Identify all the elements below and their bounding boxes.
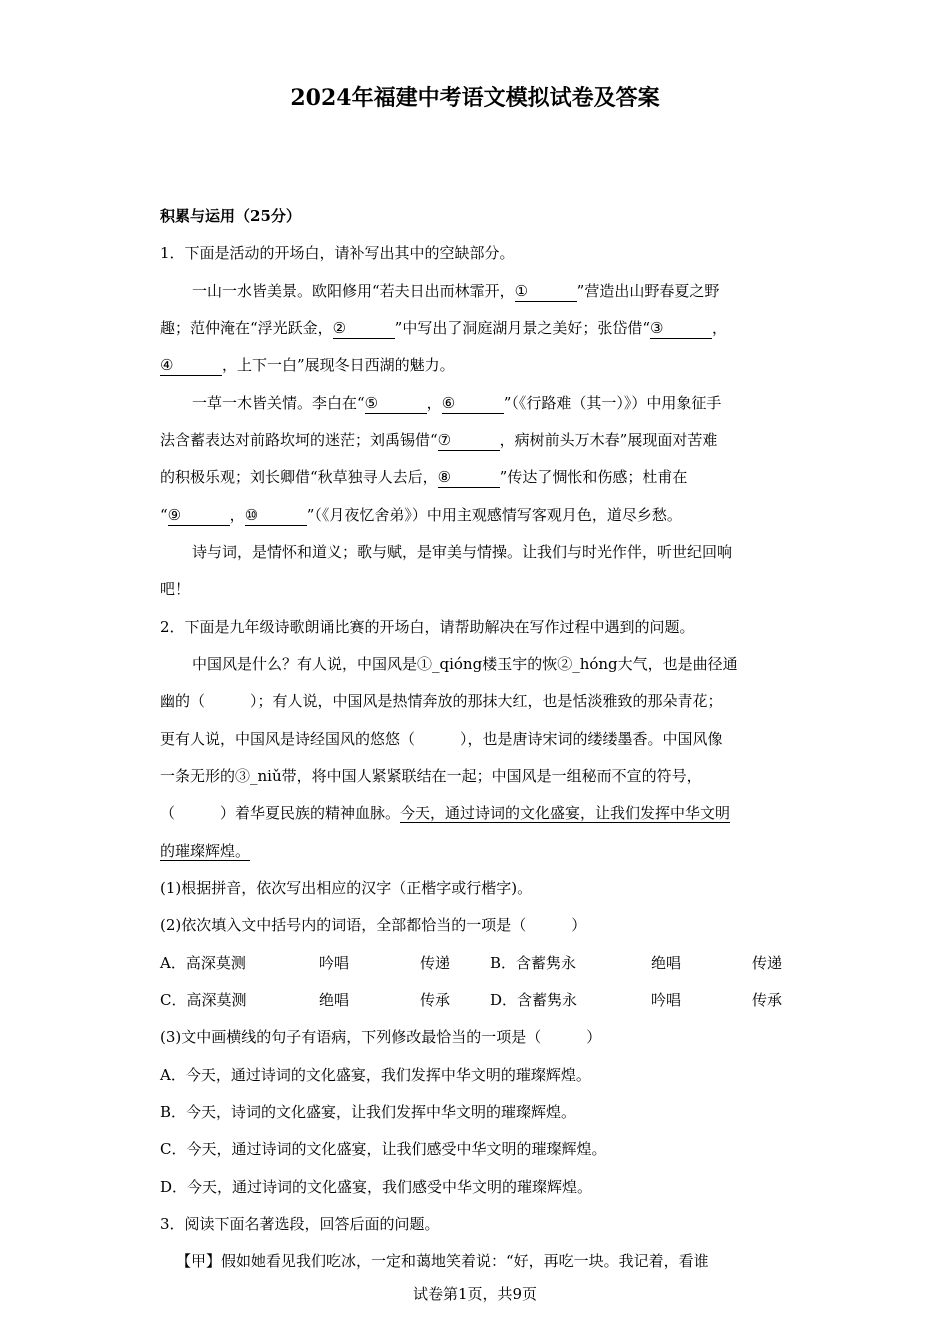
section-heading: 积累与运用（25分） xyxy=(160,207,301,225)
sub3-option-b[interactable]: B．今天，诗词的文化盛宴，让我们发挥中华文明的璀璨辉煌。 xyxy=(160,1103,577,1121)
option-d-word2: 吟唱 xyxy=(651,991,682,1009)
page-title: 2024年福建中考语文模拟试卷及答案 xyxy=(290,85,660,111)
option-d-word3: 传承 xyxy=(752,991,783,1009)
option-a-word3: 传递 xyxy=(420,954,451,972)
blank-9[interactable]: ⑨ xyxy=(168,505,230,526)
q1-p2-line3: 的积极乐观；刘长卿借“秋草独寻人去后，⑧ ”传达了惆怅和伤感；杜甫在 xyxy=(160,468,688,486)
option-a-word2: 吟唱 xyxy=(319,954,350,972)
option-c-word2: 绝唱 xyxy=(319,991,350,1009)
underlined-sentence-end: 的璀璨辉煌。 xyxy=(160,842,251,860)
blank-7[interactable]: ⑦ xyxy=(438,430,500,451)
q2-sub2: (2)依次填入文中括号内的词语，全部都恰当的一项是（ ） xyxy=(160,916,587,934)
q1-stem: 1．下面是活动的开场白，请补写出其中的空缺部分。 xyxy=(160,244,515,262)
option-c-word3: 传承 xyxy=(420,991,451,1009)
q1-p2-line4: “⑨ ，⑩ ”（《月夜忆舍弟》）中用主观感情写客观月色，道尽乡愁。 xyxy=(160,506,682,524)
q2-passage-line4: 一条无形的③_niǔ带，将中国人紧紧联结在一起；中国风是一组秘而不宣的符号， xyxy=(160,767,702,785)
q1-p2-line2: 法含蓄表达对前路坎坷的迷茫；刘禹锡借“⑦ ，病树前头万木春”展现面对苦难 xyxy=(160,431,718,449)
q1-p3-line1: 诗与词，是情怀和道义；歌与赋，是审美与情操。让我们与时光作伴，听世纪回响 xyxy=(192,543,733,561)
q2-passage-line3: 更有人说，中国风是诗经国风的悠悠（ ），也是唐诗宋词的缕缕墨香。中国风像 xyxy=(160,730,723,748)
option-d-word1[interactable]: D．含蓄隽永 xyxy=(490,991,578,1009)
q2-stem: 2．下面是九年级诗歌朗诵比赛的开场白，请帮助解决在写作过程中遇到的问题。 xyxy=(160,618,695,636)
option-b-word3: 传递 xyxy=(752,954,783,972)
blank-4[interactable]: ④ xyxy=(160,355,222,376)
sub3-option-c[interactable]: C．今天，通过诗词的文化盛宴，让我们感受中华文明的璀璨辉煌。 xyxy=(160,1140,607,1158)
q2-passage-line5: （ ）着华夏民族的精神血脉。今天，通过诗词的文化盛宴，让我们发挥中华文明 xyxy=(160,804,731,822)
q1-p1-line1: 一山一水皆美景。欧阳修用“若夫日出而林霏开，① ”营造出山野春夏之野 xyxy=(192,282,720,300)
blank-1[interactable]: ① xyxy=(515,281,577,302)
blank-2[interactable]: ② xyxy=(333,318,395,339)
underlined-sentence: 今天，通过诗词的文化盛宴，让我们发挥中华文明 xyxy=(400,804,731,822)
q3-excerpt-line1: 【甲】假如她看见我们吃冰，一定和蔼地笑着说：“好，再吃一块。我记着，看谁 xyxy=(176,1252,709,1270)
blank-3[interactable]: ③ xyxy=(650,318,712,339)
blank-8[interactable]: ⑧ xyxy=(438,467,500,488)
page-footer: 试卷第1页，共9页 xyxy=(412,1285,538,1303)
blank-5[interactable]: ⑤ xyxy=(365,393,427,414)
option-b-word2: 绝唱 xyxy=(651,954,682,972)
q3-stem: 3．阅读下面名著选段，回答后面的问题。 xyxy=(160,1215,440,1233)
blank-10[interactable]: ⑩ xyxy=(245,505,307,526)
q1-p1-line3: ④ ，上下一白”展现冬日西湖的魅力。 xyxy=(160,356,455,374)
sub3-option-a[interactable]: A．今天，通过诗词的文化盛宴，我们发挥中华文明的璀璨辉煌。 xyxy=(160,1066,591,1084)
q2-passage-line6 xyxy=(160,841,250,861)
q1-p3-line2: 吧！ xyxy=(160,580,191,598)
q1-p1-line2: 趣；范仲淹在“浮光跃金，② ”中写出了洞庭湖月景之美好；张岱借“③ ， xyxy=(160,319,728,337)
q2-passage-line2: 幽的（ ）；有人说，中国风是热情奔放的那抹大红，也是恬淡雅致的那朵青花； xyxy=(160,692,723,710)
blank-6[interactable]: ⑥ xyxy=(442,393,504,414)
option-c-word1[interactable]: C．高深莫测 xyxy=(160,991,247,1009)
q2-passage-line1: 中国风是什么？有人说，中国风是①_qióng楼玉宇的恢②_hóng大气，也是曲径通 xyxy=(192,655,738,673)
option-b-word1[interactable]: B．含蓄隽永 xyxy=(490,954,577,972)
q2-sub3: (3)文中画横线的句子有语病，下列修改最恰当的一项是（ ） xyxy=(160,1028,602,1046)
q1-p2-line1: 一草一木皆关情。李白在“⑤ ，⑥ ”（《行路难（其一）》）中用象征手 xyxy=(192,394,722,412)
sub3-option-d[interactable]: D．今天，通过诗词的文化盛宴，我们感受中华文明的璀璨辉煌。 xyxy=(160,1178,593,1196)
option-a-word1[interactable]: A．高深莫测 xyxy=(160,954,246,972)
q2-sub1: (1)根据拼音，依次写出相应的汉字（正楷字或行楷字)。 xyxy=(160,879,533,897)
